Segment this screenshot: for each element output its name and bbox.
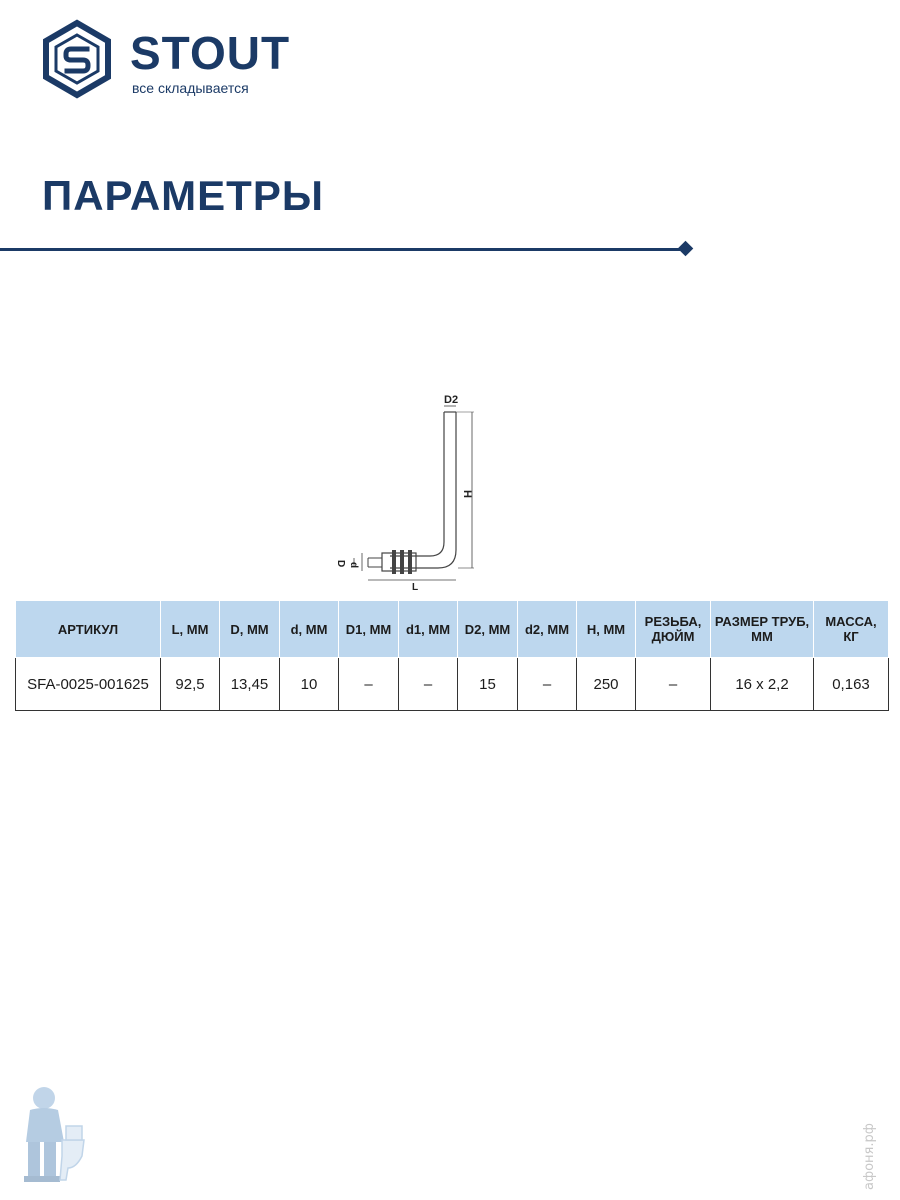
header-h: H, ММ — [577, 601, 636, 658]
header-d1: D1, ММ — [339, 601, 399, 658]
header-l: L, ММ — [161, 601, 220, 658]
header-thread: РЕЗЬБА, ДЮЙМ — [636, 601, 711, 658]
cell-small-d2: – — [518, 658, 577, 711]
title-divider — [0, 248, 680, 251]
brand-name: STOUT — [130, 27, 291, 79]
dim-h-label: H — [461, 490, 473, 498]
header-big-d: D, ММ — [220, 601, 280, 658]
cell-small-d: 10 — [280, 658, 339, 711]
dim-small-d-label: d — [348, 562, 359, 569]
cell-mass: 0,163 — [814, 658, 889, 711]
cell-small-d1: – — [399, 658, 458, 711]
table-header-row — [16, 601, 889, 658]
parameters-table — [15, 600, 889, 711]
cell-article: SFA-0025-001625 — [16, 658, 161, 711]
divider-diamond-icon — [678, 241, 694, 257]
brand-slogan: все складывается — [132, 80, 249, 96]
cell-thread: – — [636, 658, 711, 711]
cell-l: 92,5 — [161, 658, 220, 711]
page-title: ПАРАМЕТРЫ — [42, 172, 324, 219]
header-small-d1: d1, ММ — [399, 601, 458, 658]
cell-big-d: 13,45 — [220, 658, 280, 711]
cell-pipe-size: 16 x 2,2 — [711, 658, 814, 711]
dim-d2-label: D2 — [444, 394, 459, 406]
cell-d2: 15 — [458, 658, 518, 711]
header-small-d2: d2, ММ — [518, 601, 577, 658]
cell-h: 250 — [577, 658, 636, 711]
table-row — [16, 658, 889, 711]
stout-s-hexagon-icon — [42, 20, 112, 98]
cell-d1: – — [339, 658, 399, 711]
watermark-text: афоня.рф — [862, 1123, 877, 1190]
dim-l-label: L — [412, 582, 419, 593]
header-mass: МАССА, КГ — [814, 601, 889, 658]
dim-big-d-label: D — [335, 560, 346, 568]
header-article: АРТИКУЛ — [16, 601, 161, 658]
header-d2: D2, ММ — [458, 601, 518, 658]
header-small-d: d, ММ — [280, 601, 339, 658]
brand-logo — [42, 20, 291, 100]
technical-drawing — [335, 390, 490, 593]
plumber-mascot-icon — [10, 1080, 90, 1190]
header-pipe-size: РАЗМЕР ТРУБ, ММ — [711, 601, 814, 658]
